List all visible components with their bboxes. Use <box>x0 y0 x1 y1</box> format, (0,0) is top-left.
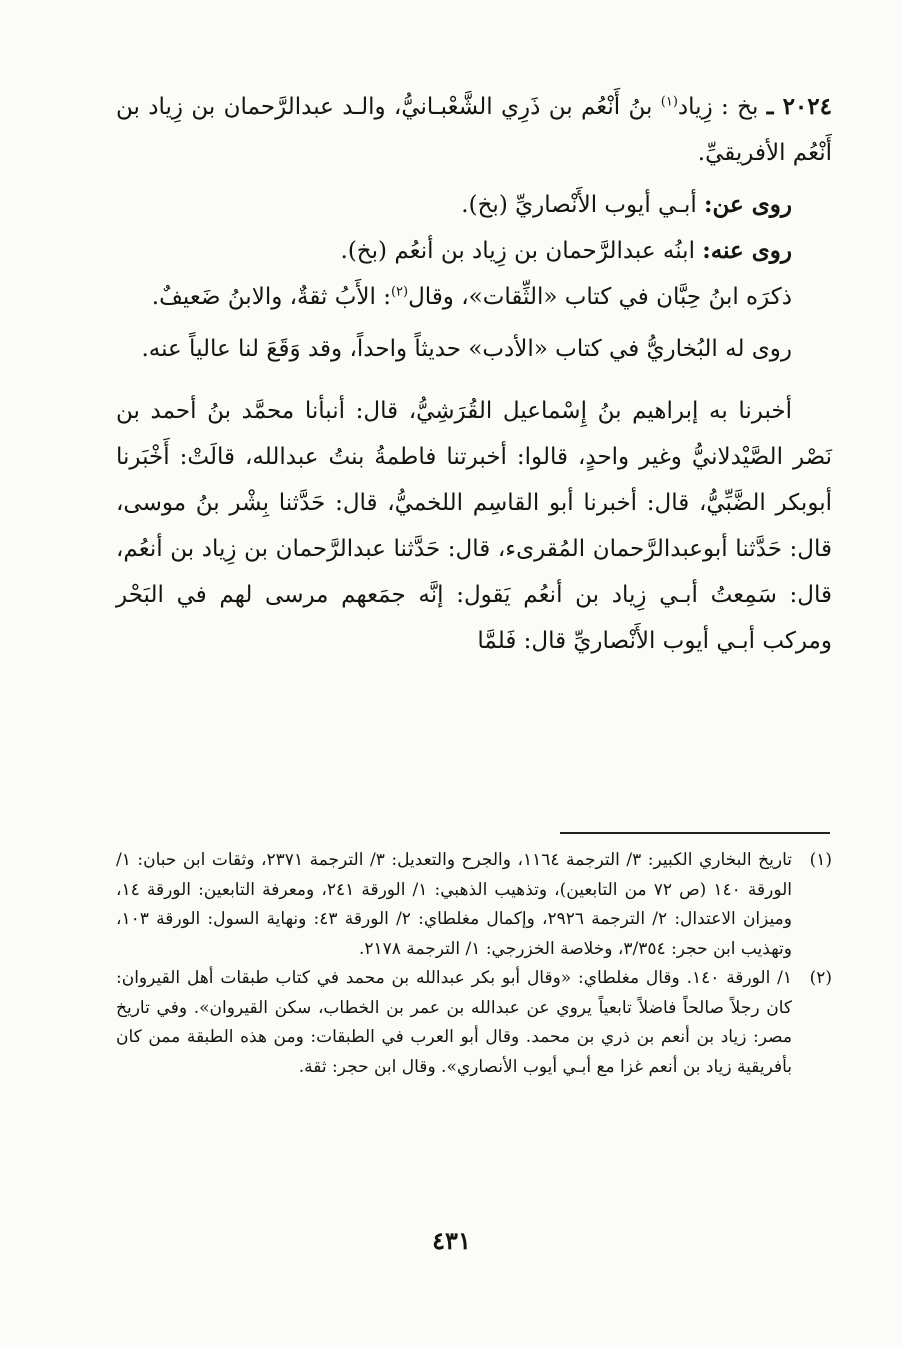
footnote-2 <box>116 964 832 1082</box>
ibn-hibban-text-a: ذكرَه ابنُ حِبَّان في كتاب «الثِّقات»، وقال <box>408 284 792 310</box>
footnote-ref-1[interactable]: (١) <box>660 94 678 110</box>
ibn-hibban-text-b: : الأَبُ ثقةٌ، والابنُ ضَعيفٌ. <box>151 284 391 310</box>
narrated-from-label: روى عن: <box>704 191 792 218</box>
isnad-paragraph: أخبرنا به إبراهيم بنُ إِسْماعيل القُرَشِيُّ، قال: أنبأنا محمَّد بنُ أحمد بن نَصْر الصَّيْدلانيُّ وغير واحدٍ، قالوا: أخبرتنا فاطمةُ بنتُ عبدالله، قالَتْ: أَخْبَرنا أبوبكر الضَّبِّيُّ، قال: أخبرنا أبو القاسِم اللخميُّ، قال: حَدَّثنا بِشْر بنُ موسى، قال: حَدَّثنا أبوعبدالرَّحمان المُقرىء، قال: حَدَّثنا عبدالرَّحمان بن زِياد بن أنعُم، قال: سَمِعتُ أبـي زِياد بن أنعُم يَقول: إنَّه جمَعهم مرسى لهم في البَحْر ومركب أبـي أيوب الأَنْصاريِّ قال: فَلمَّا <box>116 398 832 654</box>
footnote-separator <box>560 832 830 834</box>
footnote-text: ١/ الورقة ١٤٠. وقال مغلطاي: «وقال أبو بكر عبدالله بن محمد في كتاب طبقات أهل القيروان: كان رجلاً صالحاً فاضلاً تابعياً يروي عن عبدالله بن عمر بن الخطاب، سكن القيروان». وفي تاريخ مصر: زياد بن أنعم بن ذري بن محمد. وقال أبو العرب في الطبقات: ومن هذه الطبقة ممن كان بأفريقية زياد بن أنعم غزا مع أبـي أيوب الأنصاري». وقال ابن حجر: ثقة. <box>116 968 792 1077</box>
ibn-hibban-paragraph <box>116 274 832 320</box>
bukhari-paragraph: روى له البُخاريُّ في كتاب «الأدب» حديثاً واحداً، وقد وَقَعَ لنا عالياً عنه. <box>141 336 792 362</box>
footnote-number: (١) <box>809 850 832 870</box>
narrated-by-label: روى عنه: <box>702 237 792 264</box>
footnote-number: (٢) <box>809 968 832 988</box>
main-text <box>116 84 832 664</box>
narrated-from <box>116 182 832 228</box>
narrated-by-text: ابنُه عبدالرَّحمان بن زِياد بن أنعُم (بخ). <box>340 238 695 264</box>
footnote-text: تاريخ البخاري الكبير: ٣/ الترجمة ١١٦٤، والجرح والتعديل: ٣/ الترجمة ٢٣٧١، وثقات ابن حبان: ١/ الورقة ١٤٠ (ص ٧٢ من التابعين)، وتذهيب الذهبي: ١/ الورقة ٢٤١، ومعرفة التابعين: الورقة ١٤، وميزان الاعتدال: ٢/ الترجمة ٢٩٢٦، وإكمال مغلطاي: ٢/ الورقة ٤٣: ونهاية السول: الورقة ١٠٣، وتهذيب ابن حجر: ٣/٣٥٤، وخلاصة الخزرجي: ١/ الترجمة ٢١٧٨. <box>116 850 793 959</box>
narrated-from-text: أبـي أيوب الأَنْصاريِّ (بخ). <box>461 192 697 218</box>
footnote-ref-2[interactable]: (٢) <box>390 284 409 300</box>
entry-heading <box>116 84 832 176</box>
entry-number: ٢٠٢٤ ـ <box>766 93 832 120</box>
entry-name-start: زِياد <box>677 94 713 120</box>
entry-name-rest: بنُ أَنْعُم بن ذَرِي الشَّعْبـانيُّ، والـد عبدالرَّحمان بن زِياد بن أَنْعُم الأفريقيِّ. <box>116 94 832 166</box>
page-number: ٤٣١ <box>432 1226 471 1255</box>
footnotes <box>116 846 832 1082</box>
footnote-1 <box>116 846 832 964</box>
entry-code: بخ : <box>721 94 759 120</box>
narrated-by <box>116 228 832 274</box>
